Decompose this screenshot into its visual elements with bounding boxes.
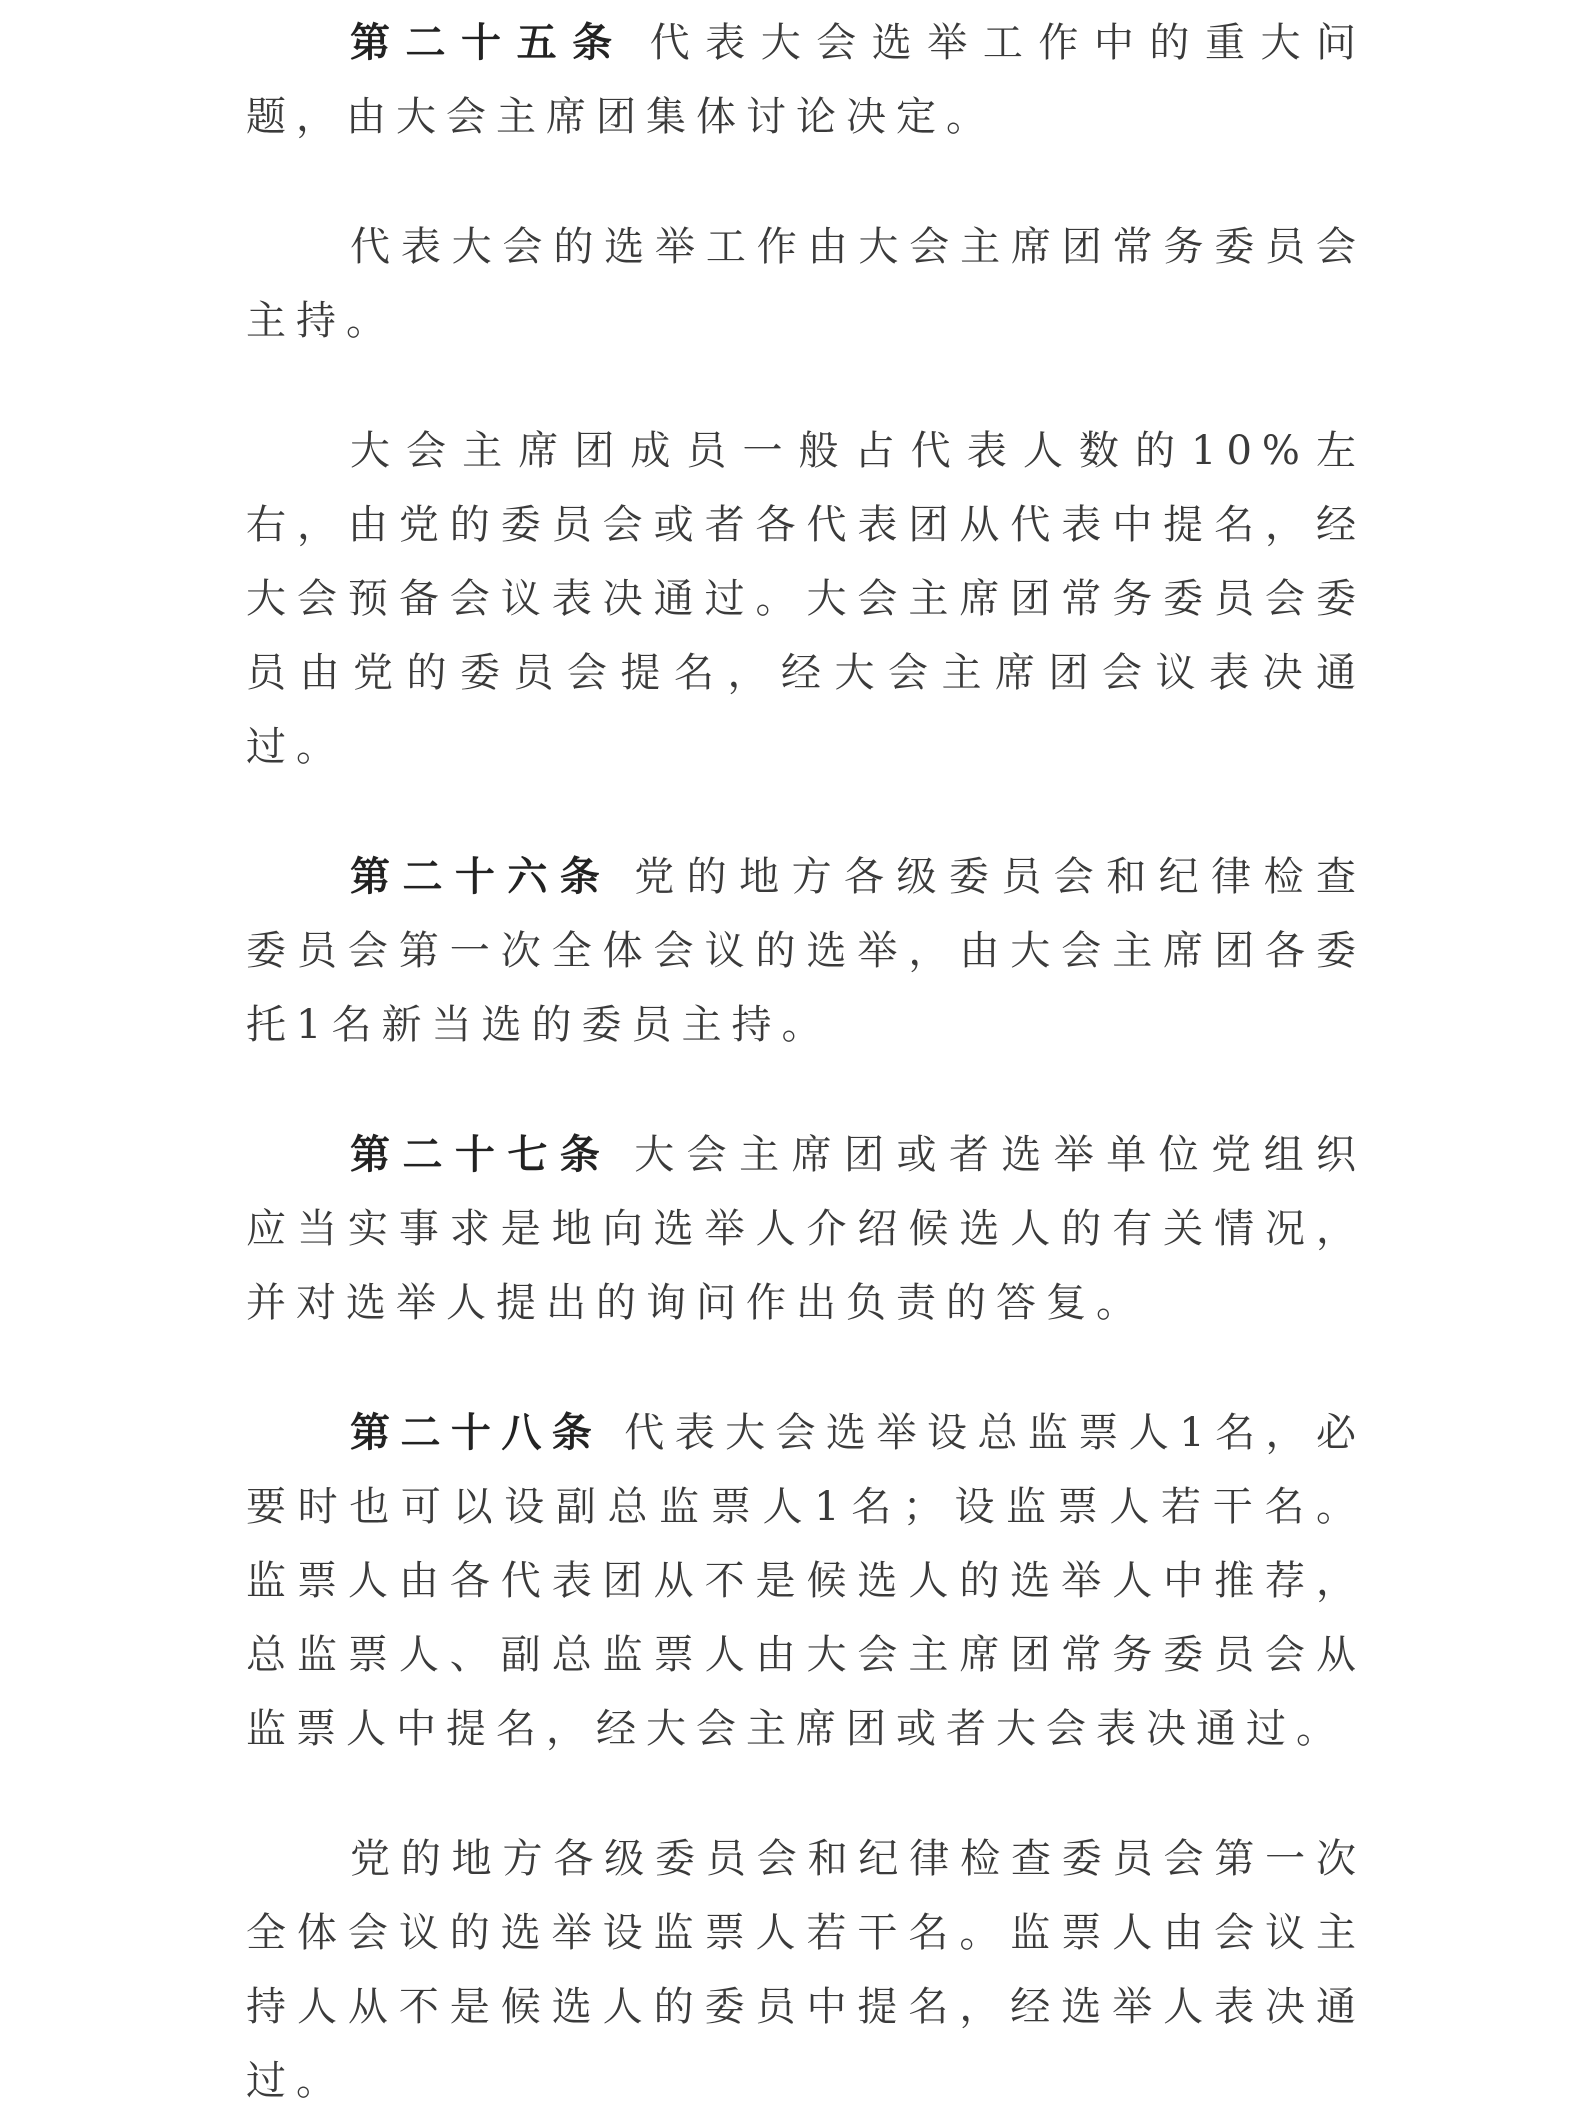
article-number: 第二十七条 [350,1132,613,1178]
article-number: 第二十五条 [350,20,628,66]
document-body [246,6,1366,2118]
paragraph-text: 代表大会选举工作中的重大问题，由大会主席团集体讨论决定。 [246,20,1367,140]
paragraph-article-26 [246,840,1366,1062]
paragraph-article-28 [246,1396,1366,1766]
article-number: 第二十六条 [350,854,613,900]
paragraph-text: 大会主席团或者选举单位党组织应当实事求是地向选举人介绍候选人的有关情况，并对选举人提出的询问作出负责的答复。 [246,1132,1367,1326]
paragraph-article-25 [246,6,1366,154]
paragraph-article-27 [246,1118,1366,1340]
paragraph-article-25-clause-3 [246,414,1366,784]
paragraph-text: 代表大会的选举工作由大会主席团常务委员会主持。 [246,224,1366,344]
paragraph-text: 代表大会选举设总监票人1名，必要时也可以设副总监票人1名；设监票人若干名。监票人由各代表团从不是候选人的选举人中推荐，总监票人、副总监票人由大会主席团常务委员会从监票人中提名，经大会主席团或者大会表决通过。 [246,1410,1366,1752]
paragraph-text: 党的地方各级委员会和纪律检查委员会第一次全体会议的选举设监票人若干名。监票人由会议主持人从不是候选人的委员中提名，经选举人表决通过。 [246,1836,1366,2104]
paragraph-text: 大会主席团成员一般占代表人数的10%左右，由党的委员会或者各代表团从代表中提名，经大会预备会议表决通过。大会主席团常务委员会委员由党的委员会提名，经大会主席团会议表决通过。 [246,428,1366,770]
article-number: 第二十八条 [350,1410,603,1456]
paragraph-article-28-clause-2 [246,1822,1366,2118]
paragraph-text: 党的地方各级委员会和纪律检查委员会第一次全体会议的选举，由大会主席团各委托1名新当选的委员主持。 [246,854,1367,1048]
paragraph-article-25-clause-2 [246,210,1366,358]
